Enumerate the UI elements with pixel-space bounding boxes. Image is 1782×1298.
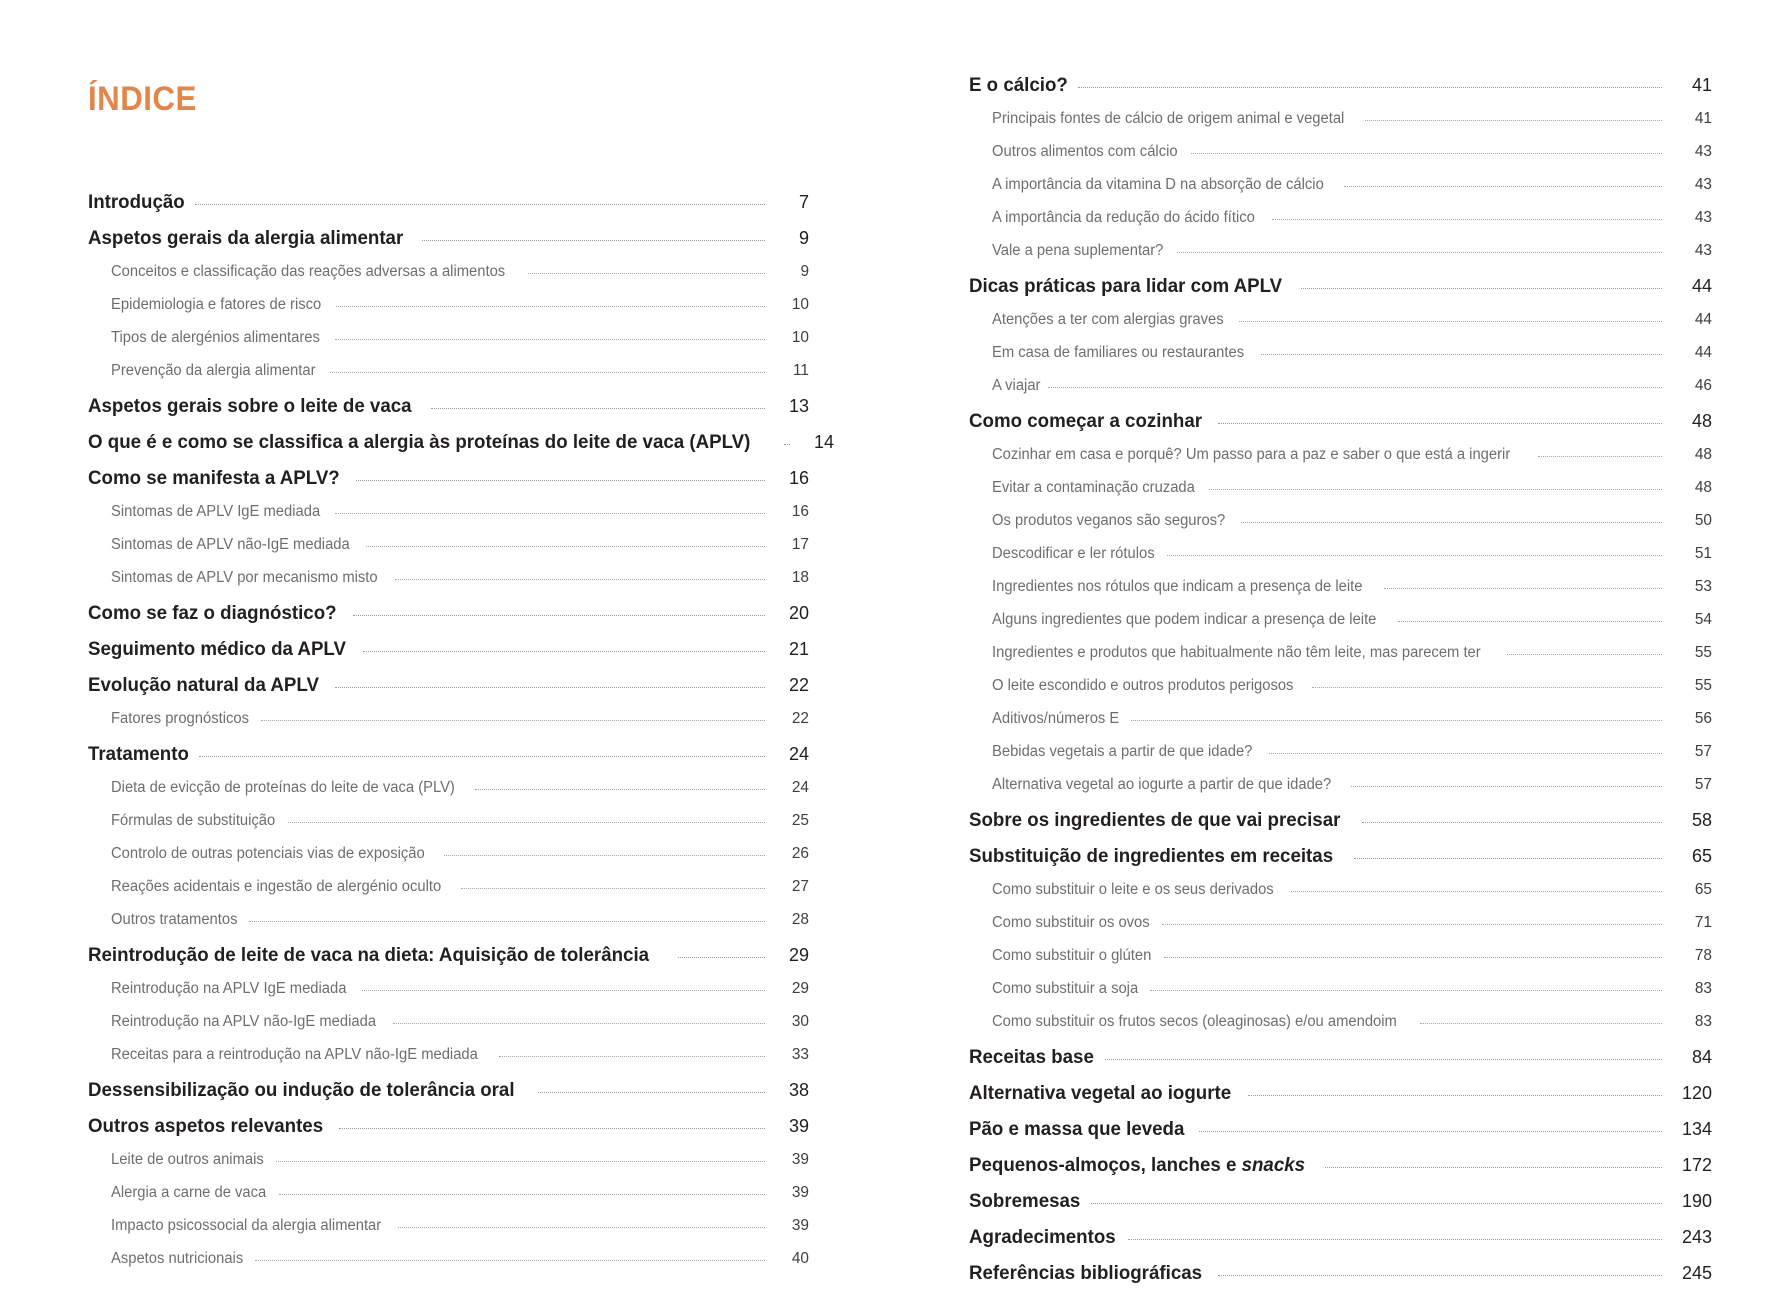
toc-entry[interactable] <box>969 710 1712 743</box>
toc-entry-label: Evitar a contaminação cruzada <box>992 479 1195 496</box>
toc-page-number: 50 <box>1694 512 1712 529</box>
toc-entry[interactable] <box>969 1118 1712 1154</box>
toc-entry-label: Fatores prognósticos <box>111 710 249 727</box>
toc-entry-label: Alternativa vegetal ao iogurte a partir de que idade? <box>992 776 1332 793</box>
toc-entry[interactable] <box>969 1082 1712 1118</box>
toc-leader-dots <box>1218 1274 1662 1276</box>
toc-entry[interactable] <box>969 1154 1712 1190</box>
toc-leader-dots <box>1131 719 1662 721</box>
toc-page-number: 54 <box>1694 611 1712 628</box>
toc-leader-dots <box>353 614 765 616</box>
toc-page-number: 39 <box>791 1184 809 1201</box>
toc-entry[interactable] <box>969 512 1712 545</box>
toc-page-number: 48 <box>1691 411 1712 431</box>
toc-entry-label: Dieta de evicção de proteínas do leite de vaca (PLV) <box>111 779 455 796</box>
toc-entry[interactable] <box>88 1250 809 1283</box>
toc-leader-dots <box>1538 455 1662 457</box>
page-left <box>0 0 891 1267</box>
toc-entry[interactable] <box>88 1013 809 1046</box>
toc-entry-label-emphasis: snacks <box>1241 1154 1306 1176</box>
toc-leader-dots <box>199 755 765 757</box>
toc-page-number: 58 <box>1691 810 1712 830</box>
toc-leader-dots <box>261 719 765 721</box>
toc-entry-label: Ingredientes nos rótulos que indicam a presença de leite <box>992 578 1363 595</box>
toc-page-number: 25 <box>791 812 809 829</box>
toc-entry-label: Controlo de outras potenciais vias de exposição <box>111 845 425 862</box>
toc-entry[interactable] <box>969 1190 1712 1226</box>
toc-entry-label: Fórmulas de substituição <box>111 812 276 829</box>
toc-page-number: 20 <box>788 603 809 623</box>
toc-leader-dots <box>1241 521 1662 523</box>
toc-entry-label: A importância da redução do ácido fítico <box>992 209 1255 226</box>
toc-entry[interactable] <box>88 980 809 1013</box>
toc-entry-label: Receitas base <box>969 1046 1094 1068</box>
toc-entry[interactable] <box>969 914 1712 947</box>
toc-leader-dots <box>276 1160 765 1162</box>
toc-page-number: 190 <box>1681 1191 1712 1211</box>
toc-leader-dots <box>1162 923 1662 925</box>
toc-entry[interactable] <box>88 431 835 467</box>
toc-entry-label: Tratamento <box>88 743 189 765</box>
toc-page-number: 39 <box>788 1116 809 1136</box>
toc-leader-dots <box>1301 287 1662 289</box>
toc-entry-label: Ingredientes e produtos que habitualmente não têm leite, mas parecem ter <box>992 644 1481 661</box>
toc-entry-label: Sobre os ingredientes de que vai precisar <box>969 809 1341 831</box>
toc-page-number: 26 <box>791 845 809 862</box>
toc-leader-dots <box>1344 185 1662 187</box>
toc-page-number: 71 <box>1694 914 1712 931</box>
toc-page-number: 18 <box>791 569 809 586</box>
toc-leader-dots <box>1269 752 1662 754</box>
toc-leader-dots <box>431 407 765 409</box>
toc-entry-label: Alergia a carne de vaca <box>111 1184 267 1201</box>
toc-entry-label: O que é e como se classifica a alergia às proteínas do leite de vaca (APLV) <box>88 431 751 453</box>
toc-entry-label: Como se faz o diagnóstico? <box>88 602 337 624</box>
toc-page-number: 55 <box>1694 644 1712 661</box>
toc-entry-label: Como substituir os frutos secos (oleaginosas) e/ou amendoim <box>992 1013 1397 1030</box>
toc-entry[interactable] <box>88 743 809 779</box>
toc-entry[interactable] <box>969 677 1712 710</box>
toc-leader-dots <box>335 512 765 514</box>
toc-entry-label: Epidemiologia e fatores de risco <box>111 296 322 313</box>
toc-leader-dots <box>1365 119 1662 121</box>
page-right <box>891 0 1782 1284</box>
toc-leader-dots <box>538 1091 765 1093</box>
toc-entry[interactable] <box>969 311 1712 344</box>
toc-page-number: 30 <box>791 1013 809 1030</box>
toc-entry-label: Bebidas vegetais a partir de que idade? <box>992 743 1253 760</box>
toc-page-number: 22 <box>791 710 809 727</box>
toc-page-number: 172 <box>1681 1155 1712 1175</box>
toc-leader-dots <box>1362 821 1662 823</box>
toc-page-number: 65 <box>1691 846 1712 866</box>
toc-page-number: 14 <box>813 432 835 452</box>
toc-entry[interactable] <box>969 176 1712 209</box>
toc-entry-label: Como começar a cozinhar <box>969 410 1203 432</box>
toc-leader-dots <box>336 305 765 307</box>
toc-page-number: 40 <box>791 1250 809 1267</box>
toc-page-number: 44 <box>1694 344 1712 361</box>
toc-page-number: 39 <box>791 1151 809 1168</box>
toc-entry[interactable] <box>88 1115 809 1151</box>
toc-entry-label: Outros aspetos relevantes <box>88 1115 324 1137</box>
toc-entry-label: Alguns ingredientes que podem indicar a presença de leite <box>992 611 1377 628</box>
toc-entry[interactable] <box>88 812 809 845</box>
toc-leader-dots <box>362 989 765 991</box>
toc-entry[interactable] <box>88 227 809 263</box>
toc-entry-label: Descodificar e ler rótulos <box>992 545 1155 562</box>
toc-entry-label: Como se manifesta a APLV? <box>88 467 340 489</box>
toc-entry-label: Sintomas de APLV IgE mediada <box>111 503 321 520</box>
toc-entry-label: Substituição de ingredientes em receitas <box>969 845 1334 867</box>
toc-entry[interactable] <box>969 74 1712 110</box>
toc-page-number: 57 <box>1694 776 1712 793</box>
toc-leader-dots <box>528 272 765 274</box>
toc-entry-label: Cozinhar em casa e porquê? Um passo para a paz e saber o que está a ingerir <box>992 446 1511 463</box>
toc-page-number: 38 <box>788 1080 809 1100</box>
toc-leader-dots <box>1261 353 1662 355</box>
toc-entry-label: Vale a pena suplementar? <box>992 242 1164 259</box>
toc-entry-label: Sobremesas <box>969 1190 1081 1212</box>
toc-leader-dots <box>1191 152 1662 154</box>
toc-page-number: 84 <box>1691 1047 1712 1067</box>
toc-entry-label: Referências bibliográficas <box>969 1262 1203 1284</box>
toc-entry[interactable] <box>969 410 1712 446</box>
toc-entry[interactable] <box>969 242 1712 275</box>
toc-entry[interactable] <box>88 191 809 227</box>
toc-leader-dots <box>255 1259 765 1261</box>
page-title: ÍNDICE <box>88 80 197 118</box>
toc-leader-dots <box>1398 620 1662 622</box>
toc-page-number: 22 <box>788 675 809 695</box>
toc-entry[interactable] <box>969 881 1712 914</box>
toc-leader-dots <box>398 1226 765 1228</box>
toc-entry-label: Receitas para a reintrodução na APLV não-IgE mediada <box>111 1046 478 1063</box>
toc-leader-dots <box>1167 554 1662 556</box>
toc-page-number: 243 <box>1681 1227 1712 1247</box>
toc-page-number: 43 <box>1694 209 1712 226</box>
toc-leader-dots <box>366 545 765 547</box>
toc-entry[interactable] <box>969 1013 1712 1046</box>
toc-page-number: 55 <box>1694 677 1712 694</box>
toc-entry[interactable] <box>969 578 1712 611</box>
toc-page-number: 245 <box>1681 1263 1712 1283</box>
toc-leader-dots <box>1507 653 1662 655</box>
toc-entry-label: Tipos de alergénios alimentares <box>111 329 320 346</box>
toc-page-number: 29 <box>791 980 809 997</box>
toc-leader-dots <box>1291 890 1662 892</box>
toc-entry[interactable] <box>969 743 1712 776</box>
toc-leader-dots <box>784 443 790 445</box>
toc-entry-label: Como substituir o glúten <box>992 947 1152 964</box>
toc-entry[interactable] <box>969 644 1712 677</box>
toc-page-number: 10 <box>791 296 809 313</box>
toc-entry[interactable] <box>88 536 809 569</box>
toc-leader-dots <box>335 338 765 340</box>
toc-leader-dots <box>1105 1058 1662 1060</box>
toc-entry[interactable] <box>88 362 809 395</box>
toc-entry[interactable] <box>88 329 809 362</box>
toc-entry-label: Aspetos nutricionais <box>111 1250 244 1267</box>
toc-entry[interactable] <box>88 395 809 431</box>
toc-entry[interactable] <box>88 467 809 503</box>
toc-leader-dots <box>1218 422 1662 424</box>
toc-leader-dots <box>678 956 765 958</box>
toc-entry-label: Introdução <box>88 191 185 213</box>
toc-leader-dots <box>1354 857 1662 859</box>
toc-entry[interactable] <box>969 980 1712 1013</box>
toc-entry[interactable] <box>969 377 1712 410</box>
toc-entry-label: Prevenção da alergia alimentar <box>111 362 316 379</box>
toc-entry[interactable] <box>88 638 809 674</box>
toc-entry[interactable] <box>88 296 809 329</box>
toc-page-number: 41 <box>1691 75 1712 95</box>
toc-page-number: 16 <box>791 503 809 520</box>
toc-entry-label: O leite escondido e outros produtos perigosos <box>992 677 1294 694</box>
toc-page-number: 24 <box>791 779 809 796</box>
toc-entry-label: Em casa de familiares ou restaurantes <box>992 344 1245 361</box>
toc-leader-dots <box>395 578 765 580</box>
toc-entry-label: Dicas práticas para lidar com APLV <box>969 275 1283 297</box>
toc-entry-label: Outros alimentos com cálcio <box>992 143 1178 160</box>
toc-list-left <box>88 191 835 1283</box>
toc-entry[interactable] <box>969 1046 1712 1082</box>
toc-leader-dots <box>1078 86 1662 88</box>
toc-entry[interactable] <box>969 1226 1712 1262</box>
toc-leader-dots <box>422 239 765 241</box>
toc-entry[interactable] <box>88 263 809 296</box>
toc-page-number: 29 <box>788 945 809 965</box>
toc-entry-label: Aspetos gerais da alergia alimentar <box>88 227 404 249</box>
toc-leader-dots <box>393 1022 765 1024</box>
toc-leader-dots <box>1325 1166 1662 1168</box>
toc-entry-label: Reintrodução de leite de vaca na dieta: Aquisição de tolerância <box>88 944 650 966</box>
toc-entry-label: Principais fontes de cálcio de origem animal e vegetal <box>992 110 1345 127</box>
toc-entry[interactable] <box>88 503 809 536</box>
toc-leader-dots <box>1091 1202 1662 1204</box>
toc-leader-dots <box>1199 1130 1662 1132</box>
toc-entry-label: Alternativa vegetal ao iogurte <box>969 1082 1232 1104</box>
toc-entry[interactable] <box>969 947 1712 980</box>
toc-page-number: 78 <box>1694 947 1712 964</box>
toc-entry-label: Atenções a ter com alergias graves <box>992 311 1224 328</box>
toc-page-number: 43 <box>1694 176 1712 193</box>
toc-page-number: 48 <box>1694 479 1712 496</box>
toc-leader-dots <box>1177 251 1662 253</box>
toc-entry[interactable] <box>88 878 809 911</box>
toc-entry[interactable] <box>969 809 1712 845</box>
toc-leader-dots <box>330 371 765 373</box>
toc-page-number: 83 <box>1694 1013 1712 1030</box>
toc-leader-dots <box>1239 320 1662 322</box>
toc-entry-label: Reações acidentais e ingestão de alergénio oculto <box>111 878 442 895</box>
toc-entry-label: Evolução natural da APLV <box>88 674 319 696</box>
toc-leader-dots <box>356 479 765 481</box>
toc-entry-label: Aditivos/números E <box>992 710 1120 727</box>
toc-leader-dots <box>444 854 765 856</box>
toc-entry[interactable] <box>969 845 1712 881</box>
toc-entry-label: Os produtos veganos são seguros? <box>992 512 1226 529</box>
toc-leader-dots <box>1248 1094 1662 1096</box>
toc-page-number: 44 <box>1691 276 1712 296</box>
toc-entry-label: Sintomas de APLV não-IgE mediada <box>111 536 350 553</box>
toc-entry-label: Reintrodução na APLV IgE mediada <box>111 980 347 997</box>
toc-entry-label: Seguimento médico da APLV <box>88 638 346 660</box>
toc-entry[interactable] <box>88 779 809 812</box>
toc-page-number: 43 <box>1694 143 1712 160</box>
toc-leader-dots <box>1312 686 1662 688</box>
toc-page-number: 13 <box>788 396 809 416</box>
toc-list-right <box>969 74 1712 1298</box>
toc-entry[interactable] <box>88 911 809 944</box>
toc-page-number: 56 <box>1694 710 1712 727</box>
toc-leader-dots <box>279 1193 765 1195</box>
toc-entry[interactable] <box>88 845 809 878</box>
toc-entry[interactable] <box>969 611 1712 644</box>
toc-page-number: 9 <box>798 228 809 248</box>
toc-entry[interactable] <box>88 1151 809 1184</box>
toc-entry-label: E o cálcio? <box>969 74 1068 96</box>
toc-entry[interactable] <box>969 545 1712 578</box>
toc-entry-label: Como substituir a soja <box>992 980 1139 997</box>
toc-entry[interactable] <box>969 209 1712 242</box>
toc-leader-dots <box>1420 1022 1662 1024</box>
toc-leader-dots <box>1351 785 1662 787</box>
toc-page-number: 17 <box>791 536 809 553</box>
toc-leader-dots <box>363 650 765 652</box>
toc-entry-label: Como substituir os ovos <box>992 914 1150 931</box>
toc-entry[interactable] <box>969 275 1712 311</box>
toc-leader-dots <box>1048 386 1662 388</box>
toc-page-number: 28 <box>791 911 809 928</box>
toc-leader-dots <box>335 686 765 688</box>
toc-page-number: 51 <box>1694 545 1712 562</box>
toc-leader-dots <box>1150 989 1662 991</box>
toc-page-number: 33 <box>791 1046 809 1063</box>
toc-page-number: 53 <box>1694 578 1712 595</box>
toc-page-number: 43 <box>1694 242 1712 259</box>
toc-entry[interactable] <box>969 446 1712 479</box>
toc-leader-dots <box>475 788 765 790</box>
toc-page-number: 39 <box>791 1217 809 1234</box>
toc-entry-label: Reintrodução na APLV não-IgE mediada <box>111 1013 377 1030</box>
toc-entry-label: Aspetos gerais sobre o leite de vaca <box>88 395 412 417</box>
toc-page-number: 83 <box>1694 980 1712 997</box>
toc-entry[interactable] <box>969 143 1712 176</box>
toc-leader-dots <box>339 1127 765 1129</box>
toc-entry-label: Impacto psicossocial da alergia alimentar <box>111 1217 382 1234</box>
toc-page-number: 16 <box>788 468 809 488</box>
toc-leader-dots <box>1209 488 1662 490</box>
toc-page-number: 7 <box>798 192 809 212</box>
toc-entry-label: Como substituir o leite e os seus derivados <box>992 881 1274 898</box>
toc-page-number: 9 <box>800 263 809 280</box>
toc-entry-label: Dessensibilização ou indução de tolerância oral <box>88 1079 515 1101</box>
toc-entry-label: Pequenos-almoços, lanches e snacks <box>969 1154 1306 1176</box>
toc-page-number: 46 <box>1694 377 1712 394</box>
toc-page-number: 24 <box>788 744 809 764</box>
toc-entry-label: Leite de outros animais <box>111 1151 264 1168</box>
toc-leader-dots <box>195 203 765 205</box>
toc-page-number: 21 <box>788 639 809 659</box>
toc-page-number: 44 <box>1694 311 1712 328</box>
toc-leader-dots <box>499 1055 765 1057</box>
toc-page-number: 27 <box>791 878 809 895</box>
toc-entry-label: Sintomas de APLV por mecanismo misto <box>111 569 378 586</box>
toc-entry[interactable] <box>969 479 1712 512</box>
toc-entry-label: A importância da vitamina D na absorção de cálcio <box>992 176 1324 193</box>
toc-entry-label: Agradecimentos <box>969 1226 1116 1248</box>
toc-entry[interactable] <box>88 1217 809 1250</box>
toc-entry[interactable] <box>88 944 809 980</box>
toc-entry[interactable] <box>88 1079 809 1115</box>
toc-page-number: 65 <box>1694 881 1712 898</box>
toc-page-number: 48 <box>1694 446 1712 463</box>
toc-leader-dots <box>461 887 765 889</box>
toc-entry-label: A viajar <box>992 377 1041 394</box>
toc-leader-dots <box>1384 587 1662 589</box>
toc-entry[interactable] <box>88 569 809 602</box>
toc-entry-label: Outros tratamentos <box>111 911 238 928</box>
toc-leader-dots <box>288 821 765 823</box>
toc-entry[interactable] <box>88 710 809 743</box>
toc-page-number: 10 <box>791 329 809 346</box>
toc-leader-dots <box>249 920 765 922</box>
toc-leader-dots <box>1128 1238 1662 1240</box>
toc-leader-dots <box>1272 218 1662 220</box>
toc-page-number: 57 <box>1694 743 1712 760</box>
toc-entry[interactable] <box>969 110 1712 143</box>
toc-entry[interactable] <box>88 602 809 638</box>
toc-leader-dots <box>1164 956 1662 958</box>
toc-page-number: 41 <box>1694 110 1712 127</box>
toc-entry[interactable] <box>88 674 809 710</box>
toc-page-number: 11 <box>793 362 809 379</box>
toc-page-number: 120 <box>1681 1083 1712 1103</box>
toc-page-number: 134 <box>1681 1119 1712 1139</box>
toc-entry-label: Conceitos e classificação das reações adversas a alimentos <box>111 263 506 280</box>
toc-entry[interactable] <box>88 1046 809 1079</box>
toc-entry[interactable] <box>969 344 1712 377</box>
toc-entry[interactable] <box>969 776 1712 809</box>
toc-entry[interactable] <box>88 1184 809 1217</box>
toc-entry-label: Pão e massa que leveda <box>969 1118 1185 1140</box>
toc-entry[interactable] <box>969 1262 1712 1298</box>
